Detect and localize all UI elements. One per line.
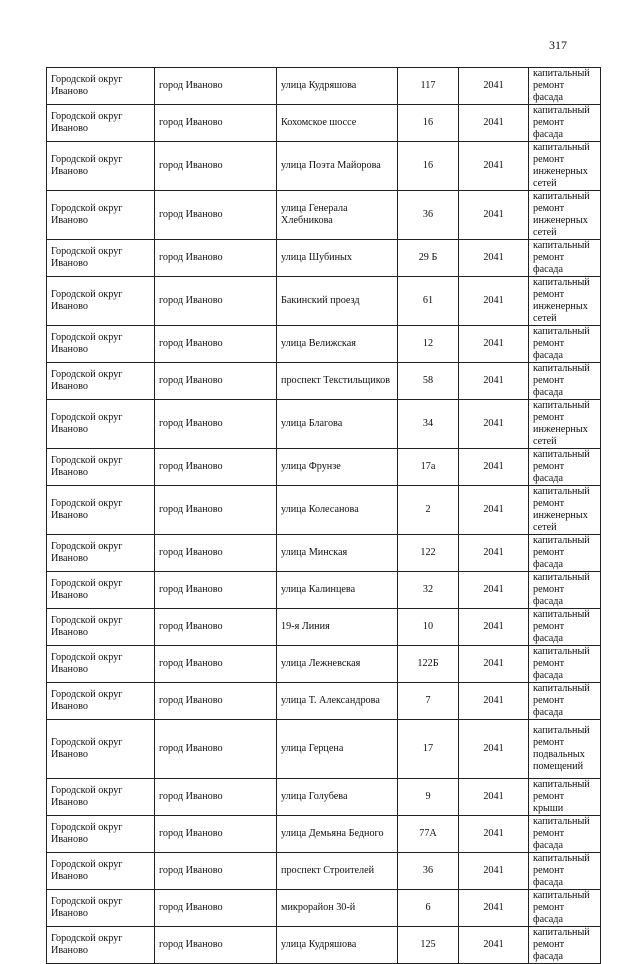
house-cell: 36 bbox=[398, 191, 459, 240]
okrug-cell: Городской округ Иваново bbox=[47, 105, 155, 142]
year-cell: 2041 bbox=[459, 486, 529, 535]
table-row bbox=[47, 779, 601, 816]
house-cell: 77А bbox=[398, 816, 459, 853]
house-cell: 61 bbox=[398, 277, 459, 326]
work-type-cell: капитальный ремонт фасада bbox=[529, 535, 601, 572]
house-cell: 117 bbox=[398, 68, 459, 105]
house-cell: 16 bbox=[398, 105, 459, 142]
table-row bbox=[47, 240, 601, 277]
year-cell: 2041 bbox=[459, 240, 529, 277]
house-cell: 36 bbox=[398, 853, 459, 890]
work-type-cell: капитальный ремонт фасада bbox=[529, 68, 601, 105]
work-type-cell: капитальный ремонт фасада bbox=[529, 449, 601, 486]
table-row bbox=[47, 853, 601, 890]
city-cell: город Иваново bbox=[155, 853, 277, 890]
year-cell: 2041 bbox=[459, 927, 529, 964]
year-cell: 2041 bbox=[459, 142, 529, 191]
work-type-cell: капитальный ремонт инженерных сетей bbox=[529, 191, 601, 240]
house-cell: 16 bbox=[398, 142, 459, 191]
city-cell: город Иваново bbox=[155, 646, 277, 683]
year-cell: 2041 bbox=[459, 363, 529, 400]
table-row bbox=[47, 927, 601, 964]
city-cell: город Иваново bbox=[155, 779, 277, 816]
work-type-cell: капитальный ремонт крыши bbox=[529, 779, 601, 816]
okrug-cell: Городской округ Иваново bbox=[47, 609, 155, 646]
okrug-cell: Городской округ Иваново bbox=[47, 779, 155, 816]
city-cell: город Иваново bbox=[155, 486, 277, 535]
house-cell: 34 bbox=[398, 400, 459, 449]
house-cell: 122 bbox=[398, 535, 459, 572]
city-cell: город Иваново bbox=[155, 105, 277, 142]
table-row bbox=[47, 277, 601, 326]
city-cell: город Иваново bbox=[155, 720, 277, 779]
year-cell: 2041 bbox=[459, 816, 529, 853]
street-cell: улица Минская bbox=[277, 535, 398, 572]
okrug-cell: Городской округ Иваново bbox=[47, 191, 155, 240]
house-cell: 2 bbox=[398, 486, 459, 535]
table-row bbox=[47, 609, 601, 646]
year-cell: 2041 bbox=[459, 683, 529, 720]
table-row bbox=[47, 720, 601, 779]
table-row bbox=[47, 142, 601, 191]
work-type-cell: капитальный ремонт инженерных сетей bbox=[529, 277, 601, 326]
year-cell: 2041 bbox=[459, 449, 529, 486]
work-type-cell: капитальный ремонт подвальных помещений bbox=[529, 720, 601, 779]
street-cell: Бакинский проезд bbox=[277, 277, 398, 326]
table-row bbox=[47, 890, 601, 927]
okrug-cell: Городской округ Иваново bbox=[47, 363, 155, 400]
year-cell: 2041 bbox=[459, 191, 529, 240]
house-cell: 122Б bbox=[398, 646, 459, 683]
city-cell: город Иваново bbox=[155, 449, 277, 486]
street-cell: улица Благова bbox=[277, 400, 398, 449]
year-cell: 2041 bbox=[459, 890, 529, 927]
table-row bbox=[47, 363, 601, 400]
year-cell: 2041 bbox=[459, 609, 529, 646]
house-cell: 29 Б bbox=[398, 240, 459, 277]
street-cell: улица Герцена bbox=[277, 720, 398, 779]
okrug-cell: Городской округ Иваново bbox=[47, 683, 155, 720]
city-cell: город Иваново bbox=[155, 683, 277, 720]
okrug-cell: Городской округ Иваново bbox=[47, 142, 155, 191]
work-type-cell: капитальный ремонт инженерных сетей bbox=[529, 142, 601, 191]
city-cell: город Иваново bbox=[155, 68, 277, 105]
year-cell: 2041 bbox=[459, 326, 529, 363]
city-cell: город Иваново bbox=[155, 890, 277, 927]
house-cell: 10 bbox=[398, 609, 459, 646]
city-cell: город Иваново bbox=[155, 142, 277, 191]
house-cell: 58 bbox=[398, 363, 459, 400]
street-cell: микрорайон 30-й bbox=[277, 890, 398, 927]
work-type-cell: капитальный ремонт фасада bbox=[529, 609, 601, 646]
year-cell: 2041 bbox=[459, 68, 529, 105]
table-row bbox=[47, 326, 601, 363]
okrug-cell: Городской округ Иваново bbox=[47, 646, 155, 683]
table-row bbox=[47, 105, 601, 142]
okrug-cell: Городской округ Иваново bbox=[47, 816, 155, 853]
street-cell: улица Лежневская bbox=[277, 646, 398, 683]
okrug-cell: Городской округ Иваново bbox=[47, 853, 155, 890]
house-cell: 6 bbox=[398, 890, 459, 927]
city-cell: город Иваново bbox=[155, 400, 277, 449]
okrug-cell: Городской округ Иваново bbox=[47, 449, 155, 486]
year-cell: 2041 bbox=[459, 572, 529, 609]
table-row bbox=[47, 449, 601, 486]
street-cell: проспект Текстильщиков bbox=[277, 363, 398, 400]
house-cell: 12 bbox=[398, 326, 459, 363]
year-cell: 2041 bbox=[459, 105, 529, 142]
table-row bbox=[47, 572, 601, 609]
work-type-cell: капитальный ремонт фасада bbox=[529, 890, 601, 927]
work-type-cell: капитальный ремонт фасада bbox=[529, 105, 601, 142]
table-row bbox=[47, 535, 601, 572]
house-cell: 9 bbox=[398, 779, 459, 816]
okrug-cell: Городской округ Иваново bbox=[47, 240, 155, 277]
city-cell: город Иваново bbox=[155, 572, 277, 609]
street-cell: улица Демьяна Бедного bbox=[277, 816, 398, 853]
table-row bbox=[47, 68, 601, 105]
table-row bbox=[47, 400, 601, 449]
work-type-cell: капитальный ремонт фасада bbox=[529, 816, 601, 853]
city-cell: город Иваново bbox=[155, 326, 277, 363]
work-type-cell: капитальный ремонт фасада bbox=[529, 572, 601, 609]
work-type-cell: капитальный ремонт фасада bbox=[529, 326, 601, 363]
work-type-cell: капитальный ремонт фасада bbox=[529, 683, 601, 720]
page-number: 317 bbox=[549, 38, 567, 52]
street-cell: улица Кудряшова bbox=[277, 927, 398, 964]
table-row bbox=[47, 646, 601, 683]
year-cell: 2041 bbox=[459, 277, 529, 326]
street-cell: улица Колесанова bbox=[277, 486, 398, 535]
okrug-cell: Городской округ Иваново bbox=[47, 486, 155, 535]
street-cell: улица Фрунзе bbox=[277, 449, 398, 486]
house-cell: 7 bbox=[398, 683, 459, 720]
work-type-cell: капитальный ремонт фасада bbox=[529, 927, 601, 964]
year-cell: 2041 bbox=[459, 535, 529, 572]
okrug-cell: Городской округ Иваново bbox=[47, 535, 155, 572]
street-cell: проспект Строителей bbox=[277, 853, 398, 890]
city-cell: город Иваново bbox=[155, 927, 277, 964]
street-cell: улица Калинцева bbox=[277, 572, 398, 609]
street-cell: Кохомское шоссе bbox=[277, 105, 398, 142]
street-cell: улица Велижская bbox=[277, 326, 398, 363]
house-cell: 17а bbox=[398, 449, 459, 486]
okrug-cell: Городской округ Иваново bbox=[47, 68, 155, 105]
street-cell: улица Голубева bbox=[277, 779, 398, 816]
street-cell: улица Т. Александрова bbox=[277, 683, 398, 720]
street-cell: 19-я Линия bbox=[277, 609, 398, 646]
work-type-cell: капитальный ремонт инженерных сетей bbox=[529, 486, 601, 535]
work-type-cell: капитальный ремонт фасада bbox=[529, 646, 601, 683]
repair-schedule-table bbox=[46, 67, 601, 964]
okrug-cell: Городской округ Иваново bbox=[47, 277, 155, 326]
city-cell: город Иваново bbox=[155, 191, 277, 240]
year-cell: 2041 bbox=[459, 779, 529, 816]
year-cell: 2041 bbox=[459, 646, 529, 683]
street-cell: улица Поэта Майорова bbox=[277, 142, 398, 191]
city-cell: город Иваново bbox=[155, 277, 277, 326]
table-row bbox=[47, 191, 601, 240]
okrug-cell: Городской округ Иваново bbox=[47, 326, 155, 363]
work-type-cell: капитальный ремонт фасада bbox=[529, 853, 601, 890]
city-cell: город Иваново bbox=[155, 363, 277, 400]
house-cell: 17 bbox=[398, 720, 459, 779]
street-cell: улица Кудряшова bbox=[277, 68, 398, 105]
street-cell: улица Шубиных bbox=[277, 240, 398, 277]
year-cell: 2041 bbox=[459, 720, 529, 779]
house-cell: 125 bbox=[398, 927, 459, 964]
table-row bbox=[47, 486, 601, 535]
city-cell: город Иваново bbox=[155, 535, 277, 572]
city-cell: город Иваново bbox=[155, 816, 277, 853]
year-cell: 2041 bbox=[459, 400, 529, 449]
okrug-cell: Городской округ Иваново bbox=[47, 400, 155, 449]
city-cell: город Иваново bbox=[155, 240, 277, 277]
street-cell: улица Генерала Хлебникова bbox=[277, 191, 398, 240]
table-row bbox=[47, 816, 601, 853]
okrug-cell: Городской округ Иваново bbox=[47, 572, 155, 609]
city-cell: город Иваново bbox=[155, 609, 277, 646]
work-type-cell: капитальный ремонт фасада bbox=[529, 363, 601, 400]
work-type-cell: капитальный ремонт фасада bbox=[529, 240, 601, 277]
house-cell: 32 bbox=[398, 572, 459, 609]
okrug-cell: Городской округ Иваново bbox=[47, 720, 155, 779]
table-row bbox=[47, 683, 601, 720]
okrug-cell: Городской округ Иваново bbox=[47, 927, 155, 964]
okrug-cell: Городской округ Иваново bbox=[47, 890, 155, 927]
year-cell: 2041 bbox=[459, 853, 529, 890]
work-type-cell: капитальный ремонт инженерных сетей bbox=[529, 400, 601, 449]
